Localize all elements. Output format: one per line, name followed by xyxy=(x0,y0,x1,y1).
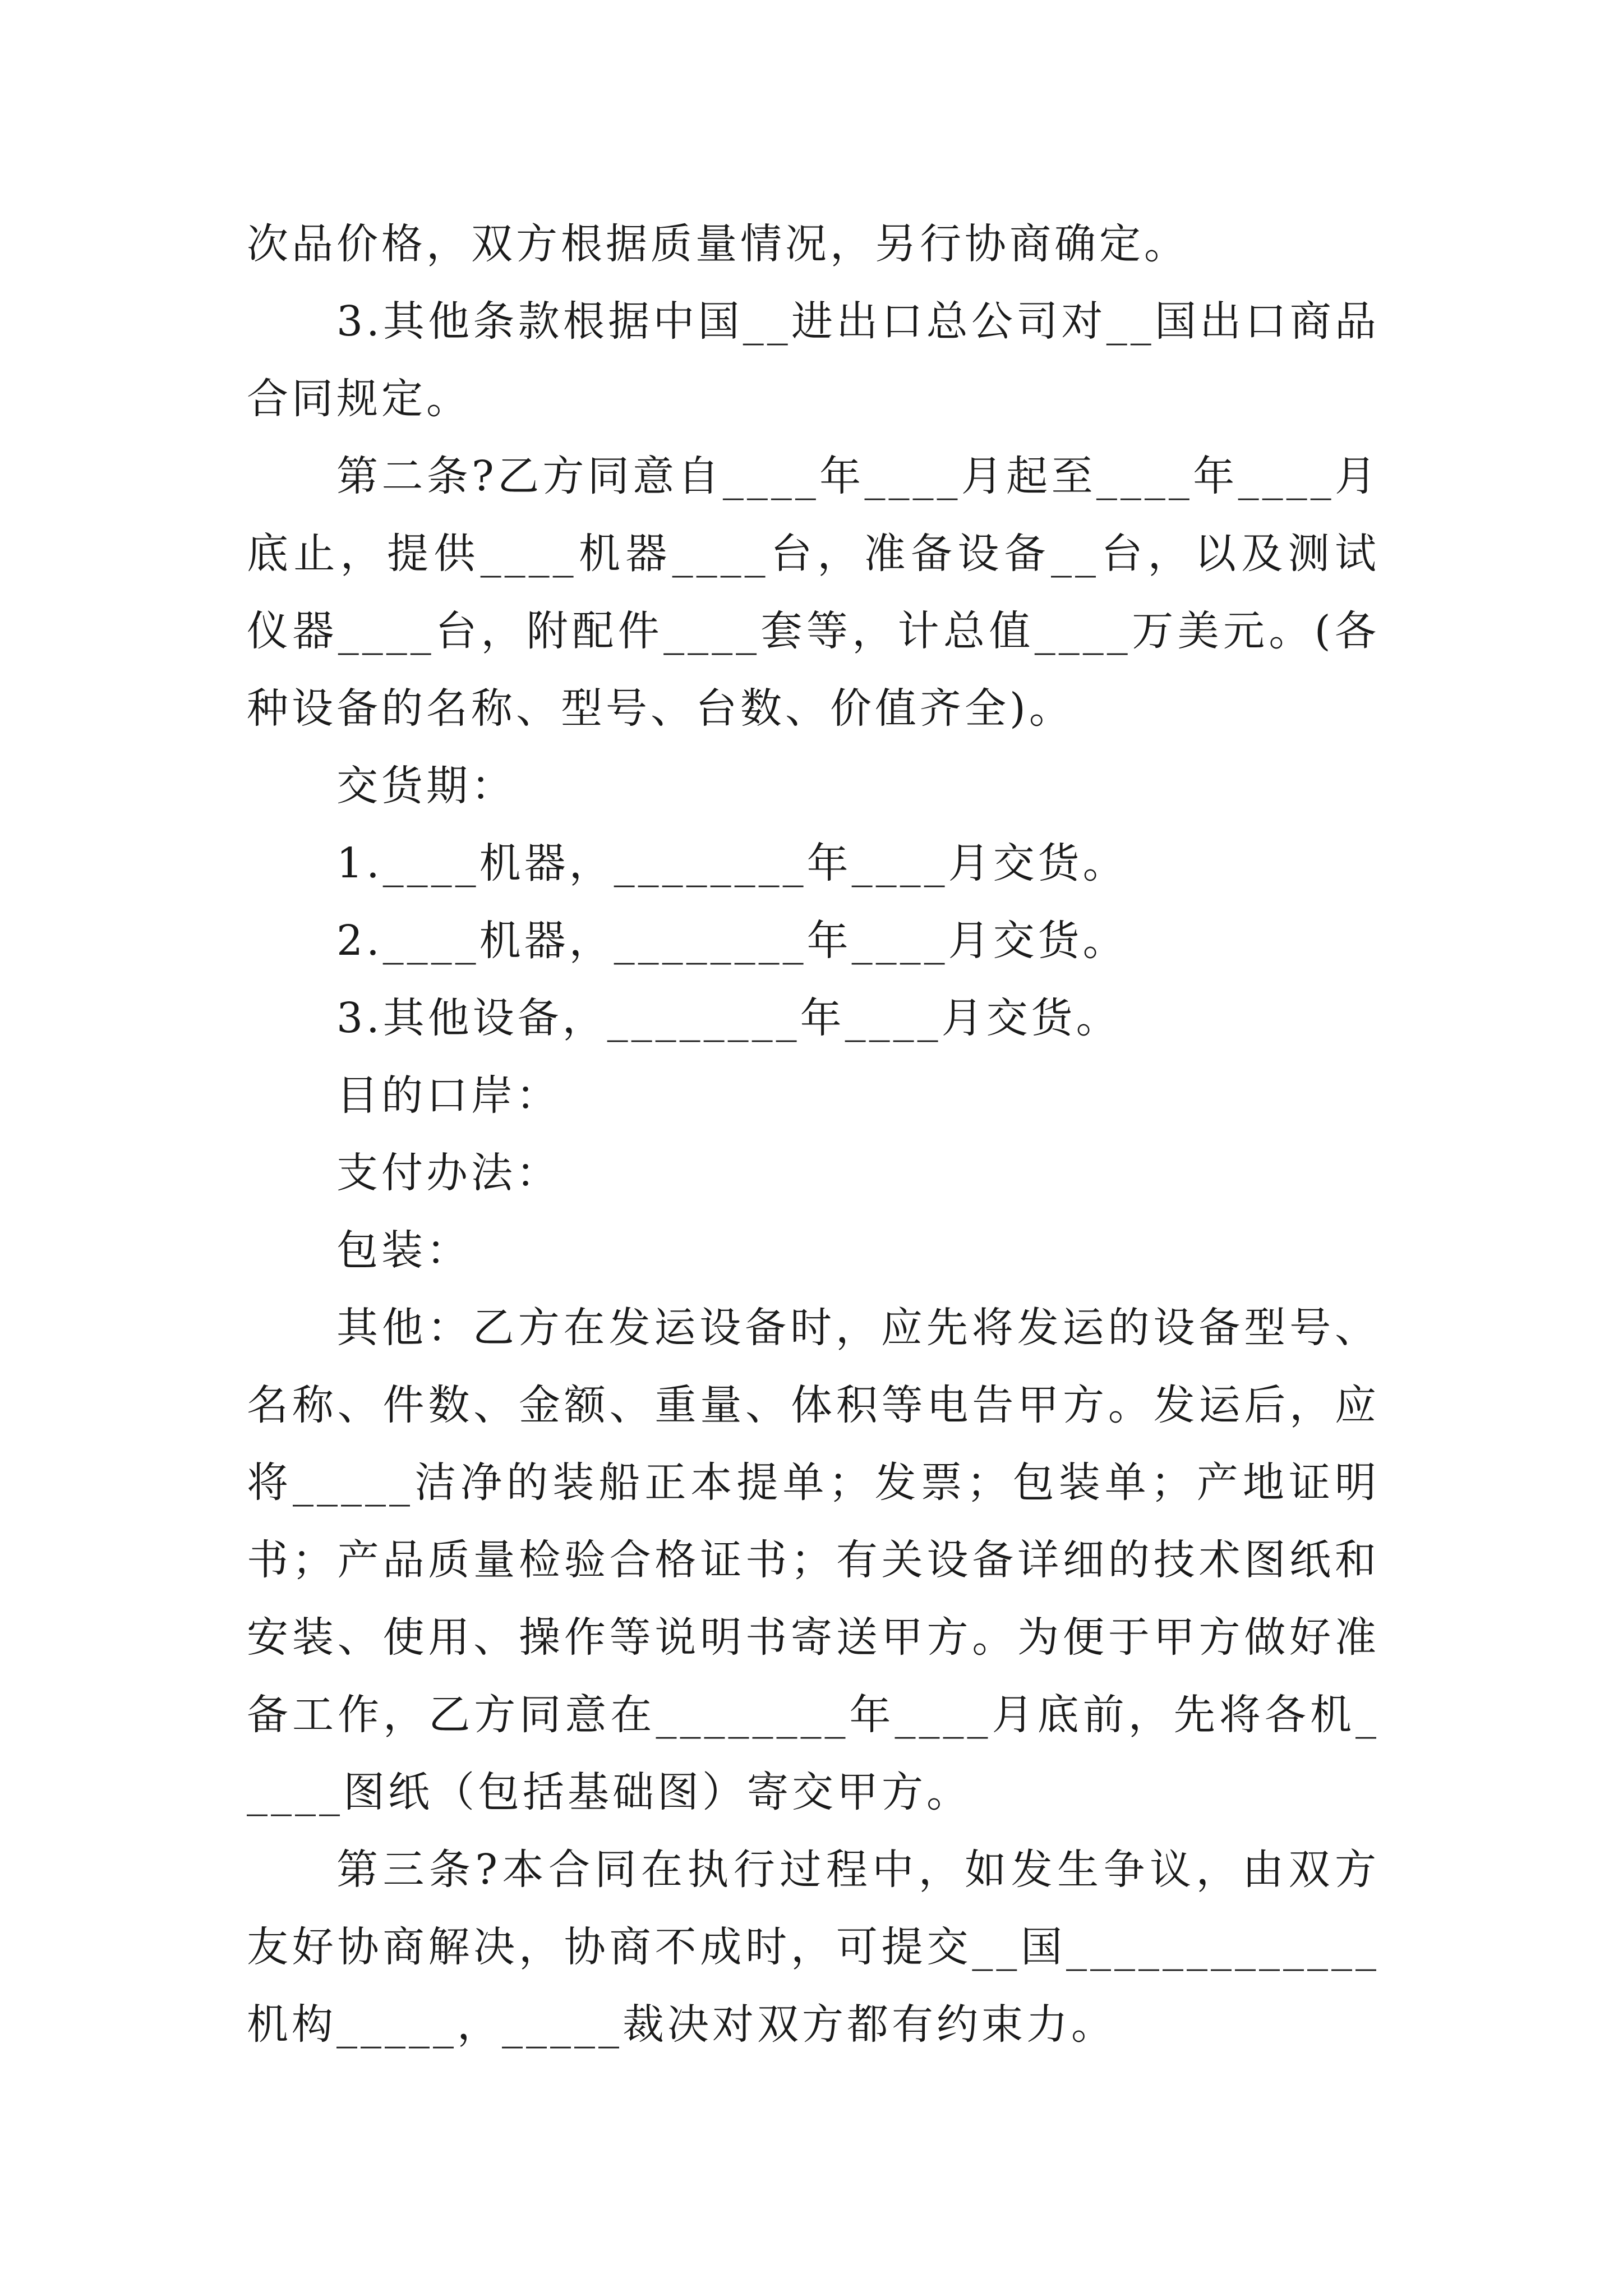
contract-body xyxy=(247,205,1380,2063)
paragraph-defective-price: 次品价格，双方根据质量情况，另行协商确定。 xyxy=(247,220,1189,268)
paragraph-packaging: 包装： xyxy=(336,1226,471,1274)
paragraph-delivery-item-1: 1.____机器，________年____月交货。 xyxy=(336,839,1128,887)
paragraph-other-shipping: 其他：乙方在发运设备时，应先将发运的设备型号、名称、件数、金额、重量、体积等电告甲方。发运后，应将_____洁净的装船正本提单；发票；包装单；产地证明书；产品质量检验合格证书；有关设备详细的技术图纸和安装、使用、操作等说明书寄送甲方。为便于甲方做好准备工作，乙方同意在________年____月底前，先将各机_____图纸（包括基础图）寄交甲方。 xyxy=(247,1304,1380,1816)
paragraph-other-terms: 3.其他条款根据中国__进出口总公司对__国出口商品合同规定。 xyxy=(247,297,1380,423)
paragraph-delivery-item-2: 2.____机器，________年____月交货。 xyxy=(336,917,1128,965)
paragraph-article-two: 第二条?乙方同意自____年____月起至____年____月底止，提供____机器____台，准备设备__台，以及测试仪器____台，附配件____套等，计总值____万美元。(各种设备的名称、型号、台数、价值齐全)。 xyxy=(247,452,1380,733)
paragraph-delivery-period: 交货期： xyxy=(336,762,516,810)
paragraph-destination-port: 目的口岸： xyxy=(336,1071,561,1120)
paragraph-delivery-item-3: 3.其他设备，________年____月交货。 xyxy=(336,994,1121,1042)
paragraph-article-three: 第三条?本合同在执行过程中，如发生争议，由双方友好协商解决，协商不成时，可提交__国_____________机构_____，_____裁决对双方都有约束力。 xyxy=(247,1846,1380,2049)
paragraph-payment-method: 支付办法： xyxy=(336,1149,561,1197)
